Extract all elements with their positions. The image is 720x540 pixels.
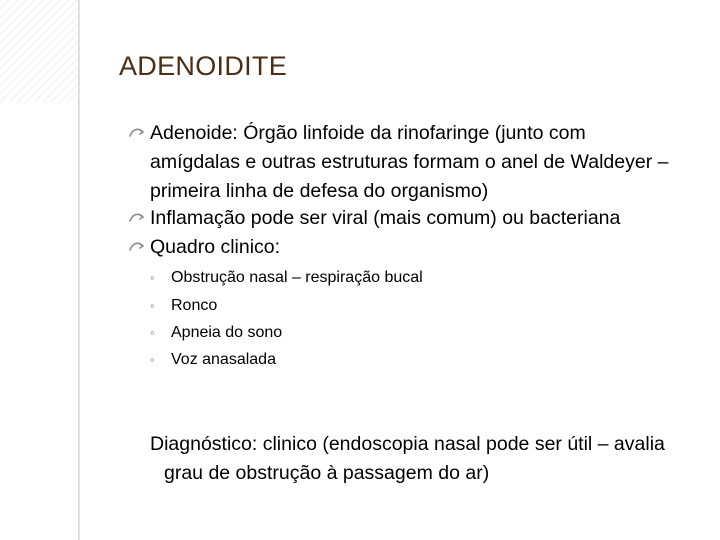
slide-title: ADENOIDITE (119, 51, 288, 81)
sub-bullet-item (150, 350, 276, 370)
sub-bullet-item (150, 296, 217, 316)
sub-bullet-text: Obstrução nasal – respiração bucal (171, 269, 423, 286)
sub-bullet-text: Ronco (171, 297, 218, 314)
sub-bullet-text: Apneia do sono (171, 324, 283, 341)
circle-bullet-icon: ◦ (150, 270, 155, 285)
sub-bullet-item (150, 323, 282, 343)
sub-bullet-text: Voz anasalada (171, 351, 276, 368)
bullet-item (128, 204, 688, 233)
bullet-item (128, 233, 673, 262)
bullet-item (128, 119, 673, 206)
curl-bullet-icon (128, 126, 146, 140)
curl-bullet-icon (128, 240, 146, 254)
bullet-text: Adenoide: Órgão linfoide da rinofaringe (junto com amígdalas e outras estruturas formam o anel de Waldeyer – primeira linha de defesa do organismo) (150, 122, 669, 202)
circle-bullet-icon: ◦ (150, 298, 155, 313)
circle-bullet-icon: ◦ (150, 325, 155, 340)
corner-decoration (0, 0, 78, 102)
bullet-text: Inflamação pode ser viral (mais comum) ou bacteriana (150, 207, 621, 229)
curl-bullet-icon (128, 211, 146, 225)
left-rule-divider (78, 0, 80, 540)
diagnosis-paragraph (150, 430, 690, 488)
diagnosis-text: Diagnóstico: clinico (endoscopia nasal pode ser útil – avalia grau de obstrução à passagem do ar) (150, 433, 665, 484)
sub-bullet-item (150, 268, 423, 288)
bullet-text: Quadro clinico: (150, 236, 281, 258)
circle-bullet-icon: ◦ (150, 352, 155, 367)
